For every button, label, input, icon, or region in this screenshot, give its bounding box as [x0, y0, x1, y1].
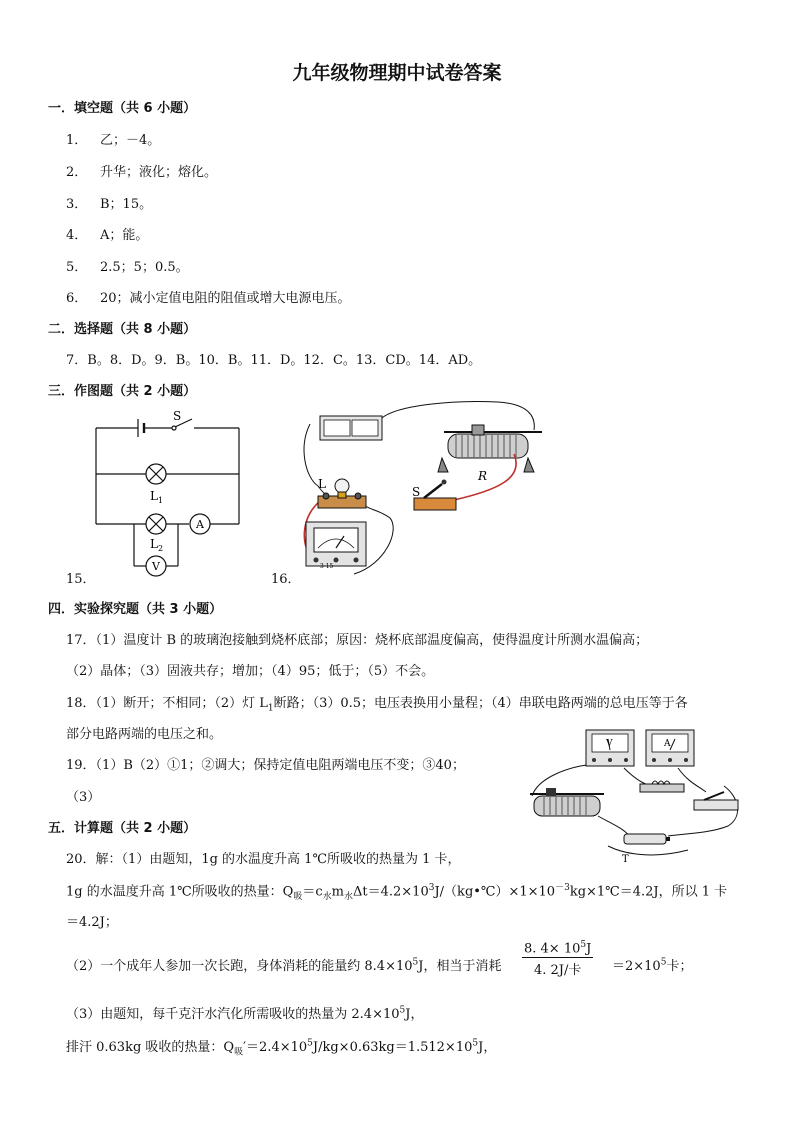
section-heading-calculation: 五．计算题（共 2 小题）	[48, 821, 197, 836]
lamp-label: L	[318, 477, 326, 491]
item-number: 5．	[66, 260, 88, 275]
rheostat-label: R	[478, 469, 488, 483]
fraction-numerator: 8. $4\times 10^5J$	[524, 940, 592, 957]
wire	[532, 764, 596, 796]
answer-item-4	[66, 224, 148, 243]
voltmeter-device	[306, 522, 366, 566]
page-title: 九年级物理期中试卷答案	[292, 62, 502, 84]
circuit-diagram-15	[88, 408, 248, 580]
item-number: 2．	[66, 165, 88, 180]
knife-switch	[694, 792, 738, 810]
item-number: 6．	[66, 291, 88, 306]
answer-20-line-3: ＝4.2J；	[66, 915, 118, 930]
knife-switch	[414, 480, 456, 511]
item-text: 乙；－4。	[100, 133, 161, 148]
figure-16-label: 16．	[271, 572, 301, 587]
answer-20-line-2: 1g 的水温度升高 1℃所吸收的热量：$Q_吸=c_水m_水\Delta t=4.2\times 10^3J/(kg•℃)\times 1\times 10^{-3}kg\times 1℃=4.2J$，所以 1 卡	[66, 883, 728, 902]
answer-20-line-6: 排汗 0.63kg 吸收的热量：$Q_吸'=2.4\times 10^5J/kg\times 0.63kg=1.512\times 10^5J$，	[66, 1038, 497, 1058]
item-number: 1．	[66, 133, 88, 148]
answer-item-5	[66, 256, 189, 275]
item-text: 20；减小定值电阻的阻值或增大电源电压。	[100, 291, 351, 306]
answer-19-line-2: （3）	[66, 790, 101, 805]
answer-17-line-2: （2）晶体；（3）固液共存；增加；（4）95；低于；（5）不会。	[66, 664, 435, 679]
answer-item-6	[66, 287, 351, 306]
item-text: A；能。	[100, 228, 149, 243]
item-number: 3．	[66, 197, 88, 212]
item-number: 4．	[66, 228, 88, 243]
answer-20-line-4-result: $=2\times 10^5$卡；	[612, 957, 693, 974]
wiring-diagram-16	[298, 398, 560, 580]
rheostat	[530, 788, 604, 816]
answer-20-line-5: （3）由题知，每千克汗水汽化所需吸收的热量为 $2.4\times 10^5J$，	[66, 1005, 424, 1022]
answer-item-2	[66, 161, 217, 180]
section-heading-experiment: 四．实验探究题（共 3 小题）	[48, 602, 223, 617]
voltmeter-label: V	[606, 739, 613, 749]
lamp-l2-label: $L_2$	[150, 537, 164, 553]
item-text: B；15。	[100, 197, 153, 212]
answer-item-1	[66, 129, 160, 148]
battery-box	[320, 416, 382, 440]
switch-label: S	[412, 485, 421, 499]
item-text: 2.5；5；0.5。	[100, 260, 189, 275]
item-text: 升华；液化；熔化。	[100, 165, 218, 180]
answer-20-line-1: 20．解：（1）由题知，1g 的水温度升高 1℃所吸收的热量为 1 卡，	[66, 852, 461, 867]
energy-fraction	[522, 940, 593, 978]
section-heading-fill-in: 一．填空题（共 6 小题）	[48, 101, 197, 116]
experiment-apparatus-19	[528, 726, 750, 864]
figure-15-label: 15．	[66, 572, 96, 587]
answer-17-line-1: 17．（1）温度计 B 的玻璃泡接触到烧杯底部；原因：烧杯底部温度偏高，使得温度计所测水温偏高；	[66, 633, 649, 648]
section-heading-drawing: 三．作图题（共 2 小题）	[48, 384, 197, 399]
ammeter-label: A	[664, 739, 671, 749]
switch-label: T	[622, 854, 629, 864]
section-heading-choice: 二．选择题（共 8 小题）	[48, 322, 197, 337]
switch-label: S	[173, 409, 182, 423]
meter-tick-labels: 3 15	[320, 563, 334, 570]
answer-item-3	[66, 193, 152, 212]
fixed-resistor	[640, 781, 684, 792]
choice-answers: 7．B。8．D。9．B。10．B。11．D。12．C。13．CD。14．AD。	[66, 353, 482, 368]
battery	[624, 834, 670, 844]
answer-19-line-1: 19．（1）B（2）①1；②调大；保持定值电阻两端电压不变；③40；	[66, 758, 465, 773]
lamp-l1-label: $L_1$	[150, 489, 164, 505]
answer-20-line-4: （2）一个成年人参加一次长跑，身体消耗的能量约 $8.4\times 10^5J$，相当于消耗	[66, 957, 502, 974]
wire-top	[378, 402, 534, 430]
fraction-denominator: 4. 2J/卡	[533, 963, 582, 979]
rheostat	[438, 425, 542, 472]
answer-18-line-2: 部分电路两端的电压之和。	[66, 727, 223, 742]
ammeter-label: A	[196, 518, 204, 531]
voltmeter-label: V	[152, 560, 160, 573]
answer-18-line-1: 18．（1）断开；不相同；（2）灯 $L_1$断路；（3）0.5；电压表换用小量程；（4）串联电路两端的总电压等于各	[66, 696, 688, 714]
